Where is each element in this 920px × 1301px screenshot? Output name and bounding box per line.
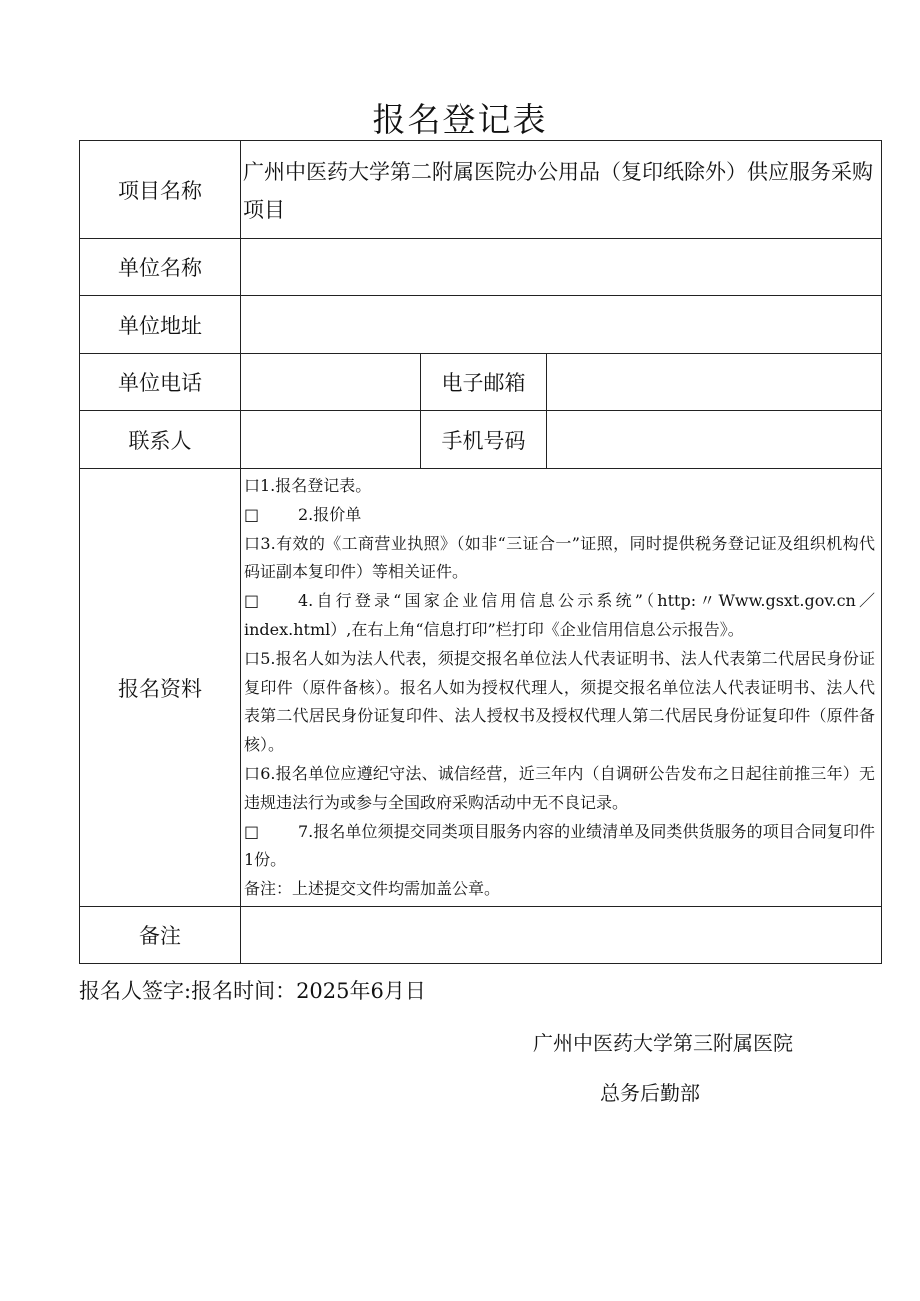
contact-field[interactable] xyxy=(241,411,421,469)
material-text: 4.自行登录“国家企业信用信息公示系统”（http:〃Www.gsxt.gov.cn／index.html）,在右上角“信息打印”栏打印《企业信用信息公示报告》。 xyxy=(244,591,876,639)
materials-cell xyxy=(241,469,882,907)
unit-name-label: 单位名称 xyxy=(80,239,241,296)
unit-phone-field[interactable] xyxy=(241,354,421,411)
row-remarks xyxy=(80,907,882,964)
checkbox-prefix[interactable]: 口6. xyxy=(244,763,276,783)
material-text: 7.报名单位须提交同类项目服务内容的业绩清单及同类供货服务的项目合同复印件1份。 xyxy=(244,821,876,870)
project-name-value xyxy=(241,141,882,239)
department-name: 总务后勤部 xyxy=(600,1081,700,1105)
material-text: 报名人如为法人代表，须提交报名单位法人代表证明书、法人代表第二代居民身份证复印件（原件备核）。报名人如为授权代理人，须提交报名单位法人代表证明书、法人代表第二代居民身份证复印件、法人授权书及授权代理人第二代居民身份证复印件（原件备核）。 xyxy=(244,648,876,755)
row-contact-mobile xyxy=(80,411,882,469)
row-phone-email xyxy=(80,354,882,411)
registration-form-table xyxy=(79,140,882,964)
unit-name-field[interactable] xyxy=(241,239,882,296)
signature-date-line: 报名人签字:报名时间：2025年6月日 xyxy=(79,979,426,1003)
email-field[interactable] xyxy=(547,354,882,411)
material-item xyxy=(244,645,875,760)
material-item xyxy=(244,587,875,645)
email-label: 电子邮箱 xyxy=(421,354,547,411)
checkbox-prefix[interactable]: 口3. xyxy=(244,533,276,553)
unit-address-field[interactable] xyxy=(241,296,882,354)
contact-label: 联系人 xyxy=(80,411,241,469)
row-materials xyxy=(80,469,882,907)
materials-label: 报名资料 xyxy=(80,469,241,907)
mobile-field[interactable] xyxy=(547,411,882,469)
materials-list xyxy=(241,469,881,903)
unit-address-label: 单位地址 xyxy=(80,296,241,354)
material-item xyxy=(244,501,875,530)
remarks-field[interactable] xyxy=(241,907,882,964)
material-text: 报名登记表。 xyxy=(275,476,372,495)
row-project xyxy=(80,141,882,239)
material-item xyxy=(244,530,875,588)
remarks-label: 备注 xyxy=(80,907,241,964)
row-unit-name xyxy=(80,239,882,296)
row-unit-address xyxy=(80,296,882,354)
form-title: 报名登记表 xyxy=(372,100,548,139)
checkbox-prefix[interactable]: □ xyxy=(244,821,260,841)
mobile-label: 手机号码 xyxy=(421,411,547,469)
material-item xyxy=(244,818,875,876)
checkbox-prefix[interactable]: 口1. xyxy=(244,476,276,495)
organization-name: 广州中医药大学第三附属医院 xyxy=(533,1031,793,1055)
material-text: 报名单位应遵纪守法、诚信经营，近三年内（自调研公告发布之日起往前推三年）无违规违法行为或参与全国政府采购活动中无不良记录。 xyxy=(244,763,876,812)
unit-phone-label: 单位电话 xyxy=(80,354,241,411)
project-name-label: 项目名称 xyxy=(80,141,241,239)
material-item xyxy=(244,472,875,501)
material-text: 备注：上述提交文件均需加盖公章。 xyxy=(244,879,501,899)
material-text: 2.报价单 xyxy=(298,504,362,524)
project-name-text: 广州中医药大学第二附属医院办公用品（复印纸除外）供应服务采购项目 xyxy=(243,160,873,222)
checkbox-prefix[interactable]: 口5. xyxy=(244,648,276,668)
material-item xyxy=(244,760,875,818)
material-text: 有效的《工商营业执照》（如非“三证合一”证照，同时提供税务登记证及组织机构代码证副本复印件）等相关证件。 xyxy=(244,533,876,582)
material-item xyxy=(244,875,875,903)
checkbox-prefix[interactable]: □ xyxy=(244,591,260,611)
checkbox-prefix[interactable]: □ xyxy=(244,504,260,524)
